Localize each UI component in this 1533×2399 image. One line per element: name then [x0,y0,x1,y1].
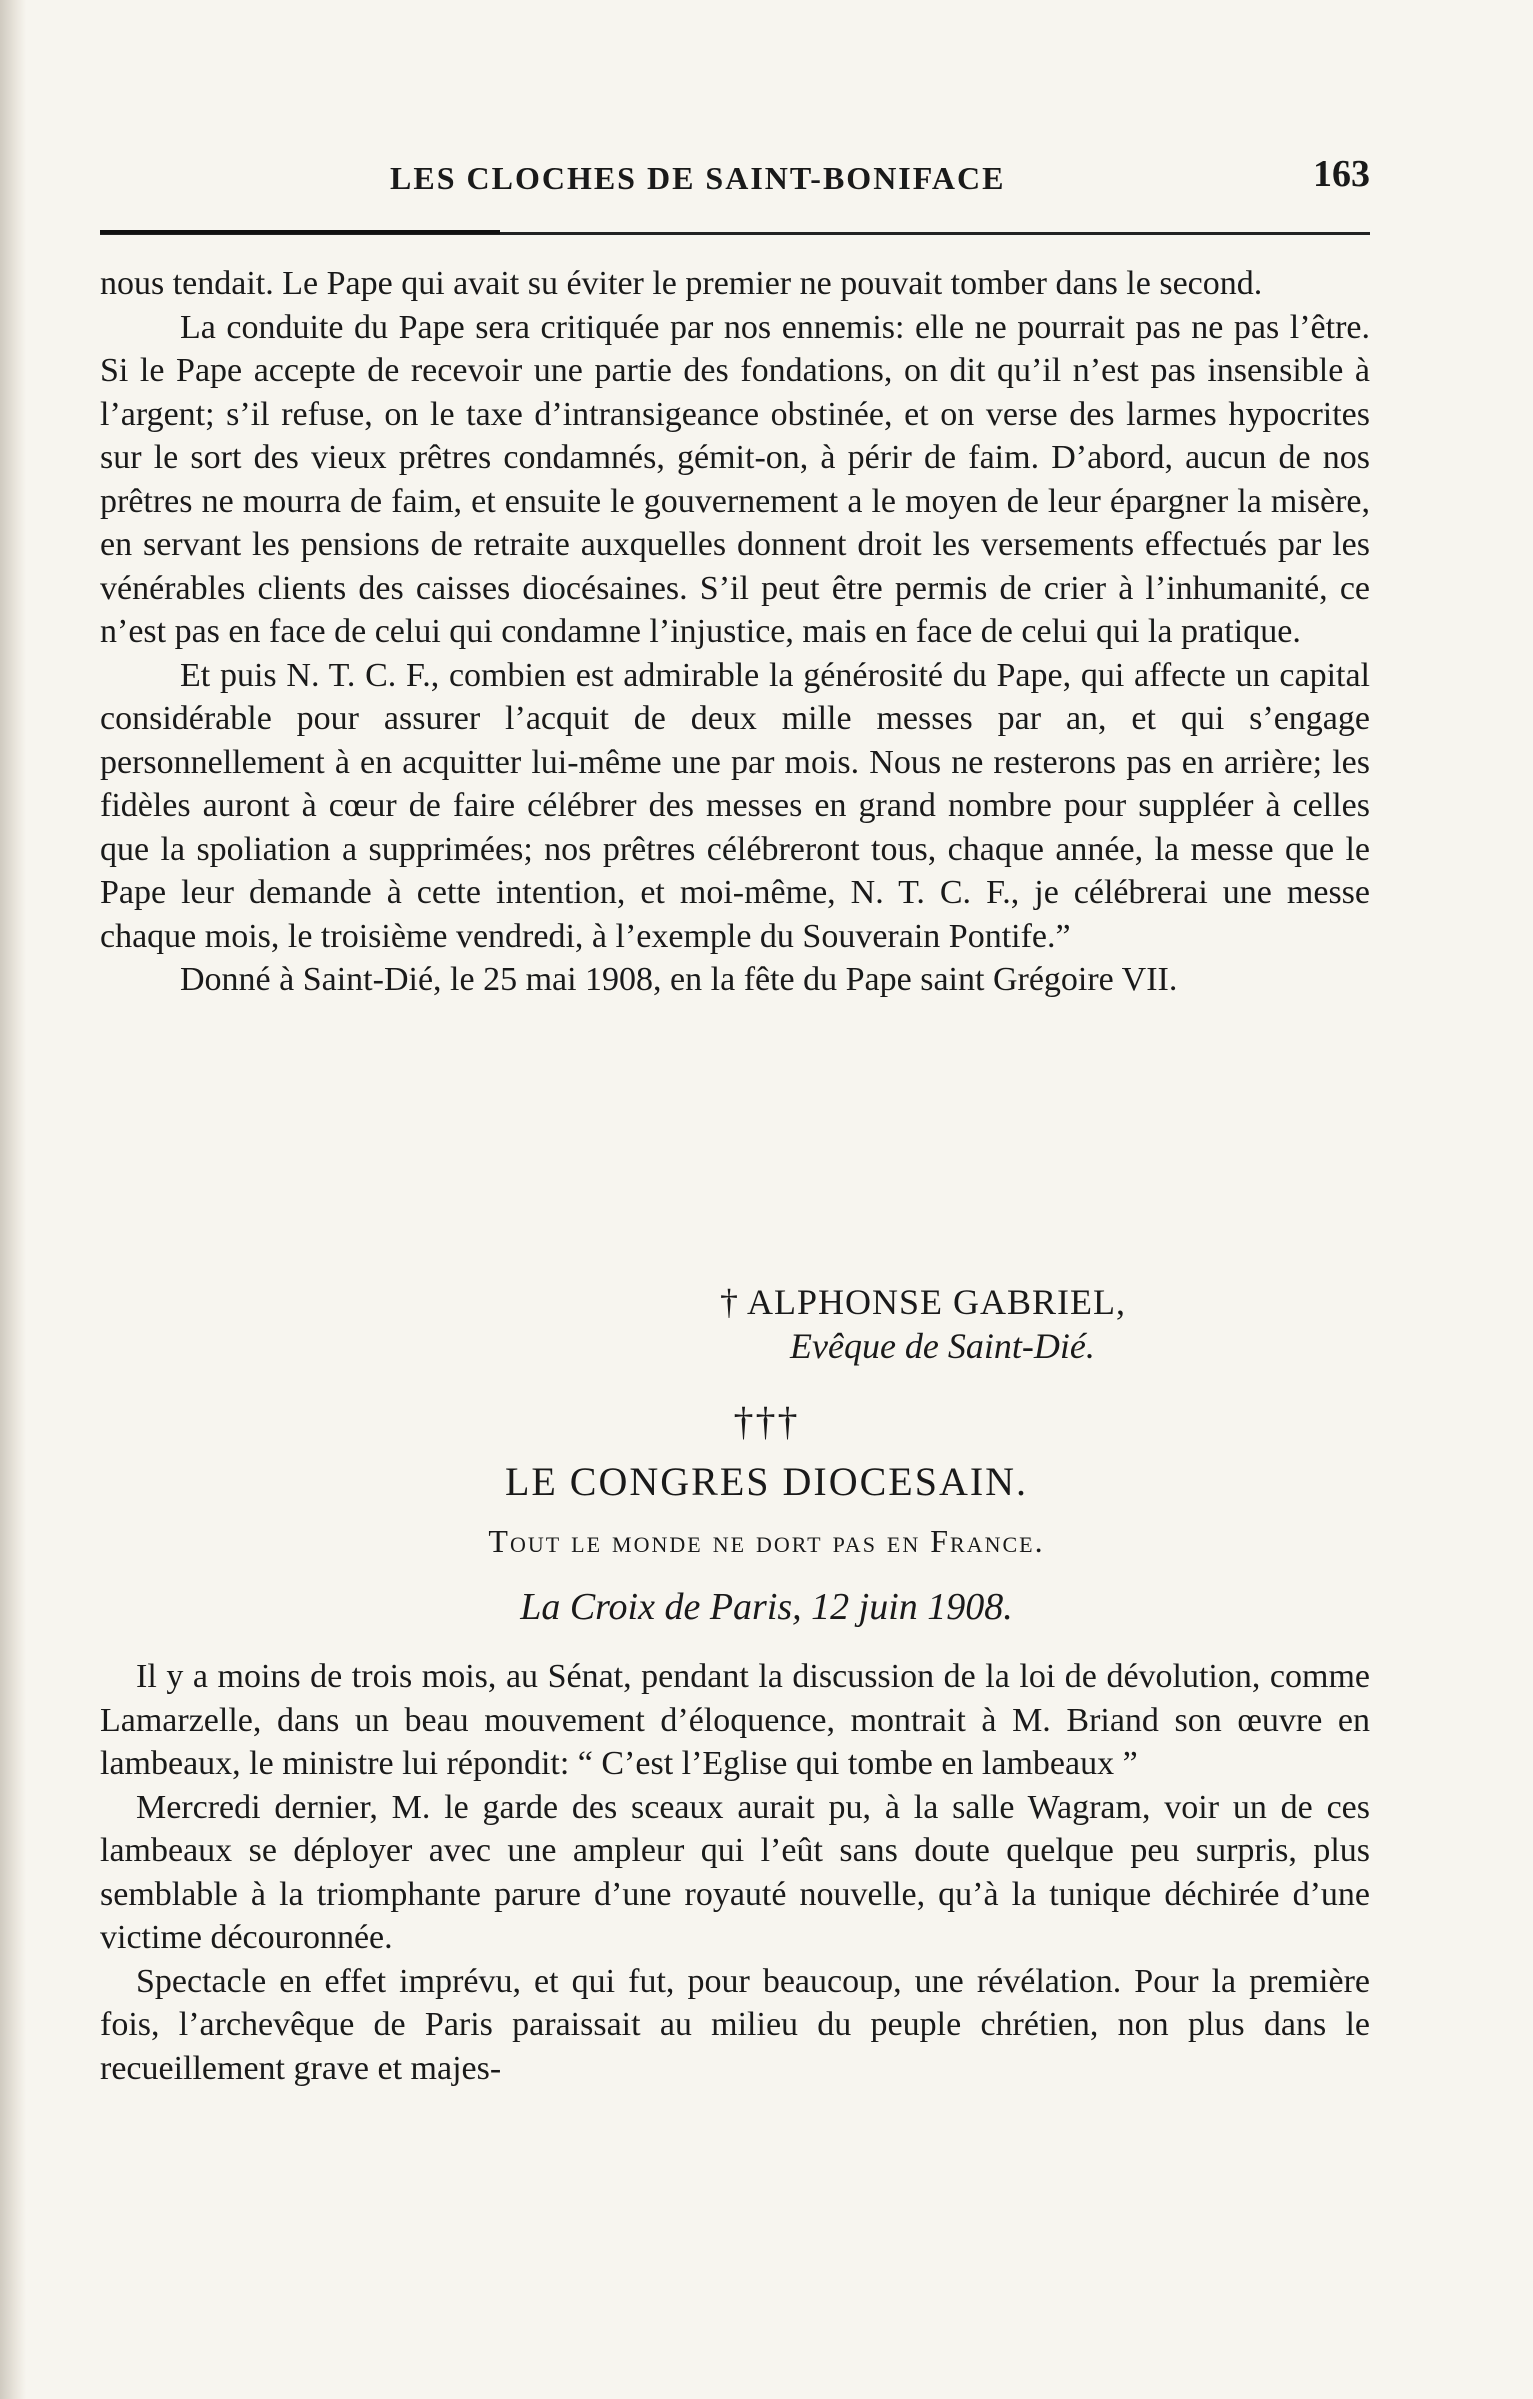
section-title: LE CONGRES DIOCESAIN. [504,1459,1029,1504]
scan-binding-edge [0,0,26,2399]
paragraph: La conduite du Pape sera critiquée par nos ennemis: elle ne pourrait pas ne pas l’être. Si le Pape accepte de recevoir une partie des fondations, on dit qu’il n’est pas insensible à l’argent; s’il refuse, on le taxe d’intransigeance obstinée, et on verse des larmes hypocrites sur le sort des vieux prêtres condamnés, gémit-on, à périr de faim. D’abord, aucun de nos prêtres ne mourra de faim, et ensuite le gouvernement a le moyen de leur épargner la misère, en servant les pensions de retraite auxquelles donnent droit les versements effectués par les vénérables clients des caisses diocésaines. S’il peut être permis de crier à l’inhumanité, ce n’est pas en face de celui qui condamne l’injustice, mais en face de celui qui la pratique. [100,308,1370,650]
paragraph: nous tendait. Le Pape qui avait su éviter le premier ne pouvait tomber dans le second. [100,265,1263,302]
section-subtitle: Tout le monde ne dort pas en France. [488,1523,1045,1559]
page-header [100,153,1370,210]
paragraph: Donné à Saint-Dié, le 25 mai 1908, en la fête du Pape saint Grégoire VII. [180,961,1178,998]
paragraph: Il y a moins de trois mois, au Sénat, pendant la discussion de la loi de dévolution, comme Lamarzelle, dans un beau mouvement d’éloquence, montrait à M. Briand son œuvre en lambeaux, le ministre lui répondit: “ C’est l’Eglise qui tombe en lambeaux ” [100,1658,1370,1782]
section-ornament: ††† [733,1399,800,1444]
paragraph: Et puis N. T. C. F., combien est admirable la générosité du Pape, qui affecte un capital considérable pour assurer l’acquit de deux mille messes par an, et qui s’engage personnellement à en acquitter lui-même une par mois. Nous ne resterons pas en arrière; les fidèles auront à cœur de faire célébrer des messes en grand nombre pour suppléer à celles que la spoliation a supprimées; nos prêtres célébreront tous, chaque année, la messe que le Pape leur demande à cette intention, et moi-même, N. T. C. F., je célébrerai une messe chaque mois, le troisième vendredi, à l’exemple du Souverain Pontife.” [100,656,1370,955]
article-text [100,1655,1370,2090]
paragraph: Spectacle en effet imprévu, et qui fut, pour beaucoup, une révélation. Pour la première fois, l’archevêque de Paris paraissait au milieu du peuple chrétien, non plus dans le recueillement grave et majes- [100,1962,1370,2087]
paragraph: Mercredi dernier, M. le garde des sceaux aurait pu, à la salle Wagram, voir un de ces lambeaux se déployer avec une ampleur qui l’eût sans doute quelque peu surpris, plus semblable à la triomphante parure d’une royauté nouvelle, qu’à la tunique déchirée d’une victime découronnée. [100,1788,1370,1956]
running-title: LES CLOCHES DE SAINT-BONIFACE [390,160,1006,196]
signature-title: Evêque de Saint-Dié. [790,1326,1095,1366]
page-number: 163 [1313,153,1370,195]
signature-name: † ALPHONSE GABRIEL, [720,1282,1127,1322]
signature-block [720,1280,1320,1368]
header-rule-accent [100,230,500,234]
section-source: La Croix de Paris, 12 juin 1908. [520,1586,1013,1628]
pastoral-letter-text [100,262,1370,1002]
